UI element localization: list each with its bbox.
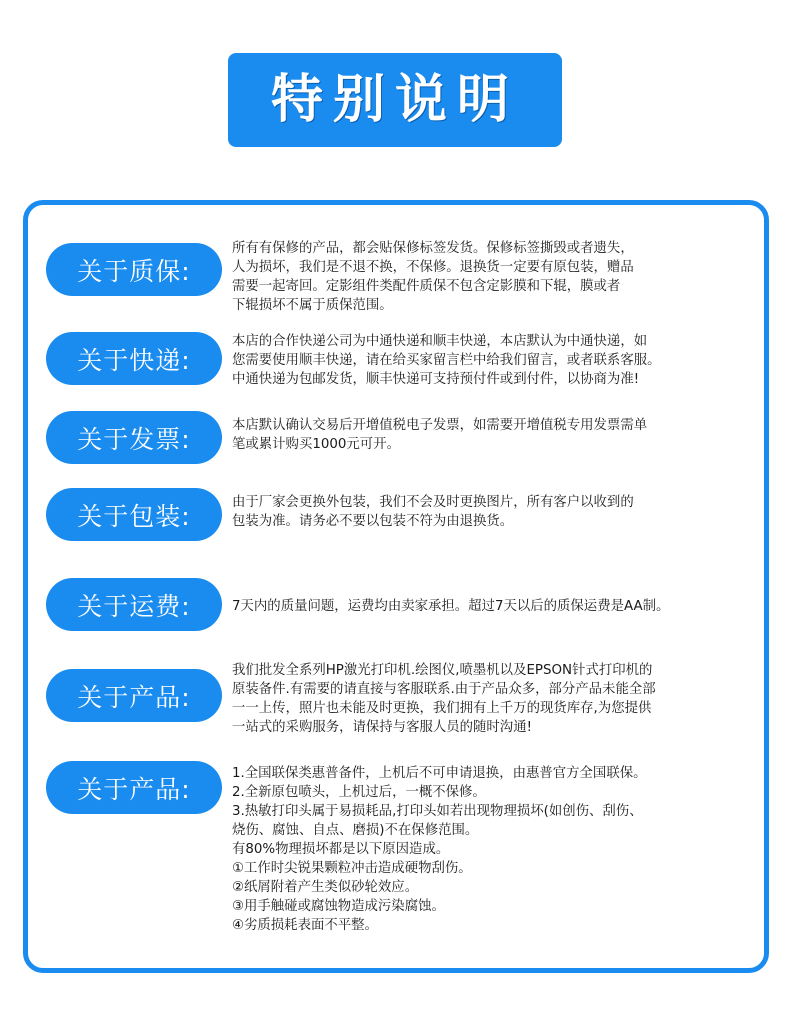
text-product-2: 1.全国联保类惠普备件，上机后不可申请退换，由惠普官方全国联保。 2.全新原包喷头，上机过后，一概不保修。 3.热敏打印头属于易损耗品,打印头如若出现物理损坏(如创伤、刮伤、 烧伤、腐蚀、自点、磨损)不在保修范围。 有80%物理损坏都是以下原因造成。 ①工作时尖锐果颗粒冲击造成硬物刮伤。 ②纸屑附着产生类似砂轮效应。 ③用手触碰或腐蚀物造成污染腐蚀。 ④劣质损耗表面不平整。: [232, 766, 647, 933]
label-invoice: 关于发票:: [46, 411, 222, 464]
label-shipping: 关于快递:: [46, 332, 222, 385]
text-invoice: 本店默认确认交易后开增值税电子发票，如需要开增值税专用发票需单 笔或累计购买1000元可开。: [232, 418, 648, 452]
label-freight: 关于运费:: [46, 578, 222, 631]
text-packaging: 由于厂家会更换外包装，我们不会及时更换图片，所有客户以收到的 包装为准。请务必不要以包装不符为由退换货。: [232, 495, 634, 529]
label-packaging: 关于包装:: [46, 488, 222, 541]
text-freight: 7天内的质量问题，运费均由卖家承担。超过7天以后的质保运费是AA制。: [232, 599, 670, 614]
text-warranty: 所有有保修的产品，都会贴保修标签发货。保修标签撕毁或者遗失， 人为损坏，我们是不退不换，不保修。退换货一定要有原包装，赠品 需要一起寄回。定影组件类配件质保不包含定影膜和下辊，膜或者 下辊损坏不属于质保范围。: [232, 241, 634, 313]
title-banner: [228, 53, 562, 147]
text-product-1: 我们批发全系列HP激光打印机.绘图仪,喷墨机以及EPSON针式打印机的 原装备件.有需要的请直接与客服联系.由于产品众多，部分产品未能全部 一一上传，照片也未能及时更换，我们拥有上千万的现货库存,为您提供 一站式的采购服务，请保持与客服人员的随时沟通!: [232, 663, 656, 735]
label-product-2: 关于产品:: [46, 761, 222, 814]
label-warranty: 关于质保:: [46, 243, 222, 296]
page-title: 特别说明: [270, 69, 519, 130]
text-shipping: 本店的合作快递公司为中通快递和顺丰快递，本店默认为中通快递，如 您需要使用顺丰快递，请在给买家留言栏中给我们留言，或者联系客服。 中通快递为包邮发货，顺丰快递可支持预付件或到付件，以协商为准!: [232, 334, 661, 387]
label-product-1: 关于产品:: [46, 669, 222, 722]
